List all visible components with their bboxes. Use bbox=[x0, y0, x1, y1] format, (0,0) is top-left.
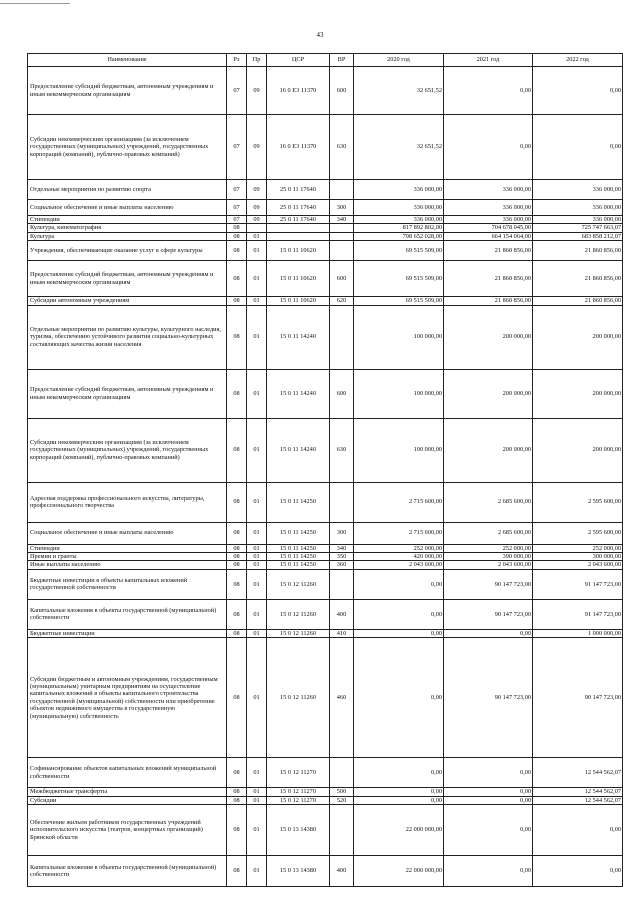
row-vr: 630 bbox=[330, 115, 354, 180]
row-2021: 21 860 856,00 bbox=[444, 241, 533, 261]
row-pr: 09 bbox=[247, 67, 267, 115]
row-vr: 300 bbox=[330, 522, 354, 544]
row-pr: 01 bbox=[247, 305, 267, 369]
row-pr: 01 bbox=[247, 856, 267, 887]
row-csr: 15 0 11 10620 bbox=[267, 241, 330, 261]
row-pr: 01 bbox=[247, 261, 267, 297]
header-2021: 2021 год bbox=[444, 54, 533, 67]
header-2022: 2022 год bbox=[533, 54, 623, 67]
row-2021: 2 685 600,00 bbox=[444, 522, 533, 544]
row-2021: 0,00 bbox=[444, 856, 533, 887]
row-2020: 0,00 bbox=[354, 629, 444, 637]
table-row bbox=[28, 796, 623, 804]
row-2022: 0,00 bbox=[533, 856, 623, 887]
row-pr: 01 bbox=[247, 758, 267, 788]
row-2022: 336 000,00 bbox=[533, 180, 623, 200]
row-rz: 08 bbox=[227, 569, 247, 599]
row-pr: 01 bbox=[247, 796, 267, 804]
row-pr: 01 bbox=[247, 629, 267, 637]
row-csr: 16 0 E3 11370 bbox=[267, 115, 330, 180]
row-2022: 1 000 000,00 bbox=[533, 629, 623, 637]
header-rz: Рз bbox=[227, 54, 247, 67]
row-name: Стипендии bbox=[28, 544, 227, 552]
row-name: Иные выплаты населению bbox=[28, 561, 227, 569]
row-name: Адресная поддержка профессионального искусства, литературы, профессионального творчества bbox=[28, 482, 227, 522]
row-rz: 07 bbox=[227, 200, 247, 216]
row-vr: 350 bbox=[330, 553, 354, 561]
table-row bbox=[28, 305, 623, 369]
row-rz: 08 bbox=[227, 561, 247, 569]
row-2021: 252 000,00 bbox=[444, 544, 533, 552]
row-2021: 336 000,00 bbox=[444, 216, 533, 224]
table-row bbox=[28, 418, 623, 482]
row-vr: 600 bbox=[330, 67, 354, 115]
row-name: Бюджетные инвестиции в объекты капитальных вложений государственной собственности bbox=[28, 569, 227, 599]
row-vr: 340 bbox=[330, 544, 354, 552]
row-2020: 100 000,00 bbox=[354, 418, 444, 482]
table-row bbox=[28, 369, 623, 418]
row-rz: 08 bbox=[227, 758, 247, 788]
row-vr bbox=[330, 482, 354, 522]
table-row bbox=[28, 67, 623, 115]
row-name: Учреждения, обеспечивающие оказание услуг в сфере культуры bbox=[28, 241, 227, 261]
row-pr bbox=[247, 224, 267, 232]
row-csr: 15 0 12 11270 bbox=[267, 796, 330, 804]
row-2020: 0,00 bbox=[354, 796, 444, 804]
row-vr: 410 bbox=[330, 629, 354, 637]
row-pr: 01 bbox=[247, 599, 267, 629]
row-rz: 08 bbox=[227, 522, 247, 544]
table-row bbox=[28, 553, 623, 561]
row-2022: 2 595 600,00 bbox=[533, 482, 623, 522]
row-pr: 09 bbox=[247, 216, 267, 224]
budget-table bbox=[27, 53, 623, 887]
table-row bbox=[28, 788, 623, 796]
row-2020: 32 651,52 bbox=[354, 67, 444, 115]
row-2020: 0,00 bbox=[354, 758, 444, 788]
row-2021: 90 147 723,00 bbox=[444, 599, 533, 629]
row-vr: 520 bbox=[330, 796, 354, 804]
row-2021: 90 147 723,00 bbox=[444, 569, 533, 599]
header-vr: ВР bbox=[330, 54, 354, 67]
row-2022: 21 860 856,00 bbox=[533, 241, 623, 261]
row-2020: 420 000,00 bbox=[354, 553, 444, 561]
row-pr: 09 bbox=[247, 200, 267, 216]
row-name: Субсидии некоммерческим организациям (за исключением государственных (муниципальных) учреждений, государственных корпораций (компаний), публично-правовых компаний) bbox=[28, 418, 227, 482]
row-rz: 08 bbox=[227, 599, 247, 629]
row-2020: 252 000,00 bbox=[354, 544, 444, 552]
row-name: Субсидии автономным учреждениям bbox=[28, 297, 227, 305]
row-csr: 15 0 12 11260 bbox=[267, 629, 330, 637]
table-row bbox=[28, 232, 623, 240]
row-rz: 08 bbox=[227, 261, 247, 297]
row-2022: 91 147 723,00 bbox=[533, 569, 623, 599]
row-pr: 01 bbox=[247, 232, 267, 240]
row-pr: 01 bbox=[247, 482, 267, 522]
row-csr: 15 0 11 14240 bbox=[267, 305, 330, 369]
row-2021: 664 154 064,00 bbox=[444, 232, 533, 240]
row-2022: 0,00 bbox=[533, 805, 623, 856]
row-csr: 15 0 11 10620 bbox=[267, 261, 330, 297]
row-name: Софинансирование объектов капитальных вложений муниципальной собственности bbox=[28, 758, 227, 788]
row-rz: 08 bbox=[227, 297, 247, 305]
row-2022: 300 000,00 bbox=[533, 553, 623, 561]
row-rz: 08 bbox=[227, 241, 247, 261]
table-row bbox=[28, 856, 623, 887]
row-2020: 22 000 000,00 bbox=[354, 805, 444, 856]
row-vr: 500 bbox=[330, 788, 354, 796]
row-vr bbox=[330, 224, 354, 232]
row-2022: 12 544 562,07 bbox=[533, 758, 623, 788]
row-csr: 15 0 11 14240 bbox=[267, 418, 330, 482]
row-2020: 0,00 bbox=[354, 788, 444, 796]
row-pr: 01 bbox=[247, 522, 267, 544]
row-pr: 01 bbox=[247, 418, 267, 482]
row-2022: 90 147 723,00 bbox=[533, 638, 623, 758]
row-2021: 336 000,00 bbox=[444, 180, 533, 200]
page-number: 43 bbox=[316, 31, 324, 39]
row-vr bbox=[330, 569, 354, 599]
row-2022: 12 544 562,07 bbox=[533, 796, 623, 804]
row-2021: 0,00 bbox=[444, 796, 533, 804]
row-2020: 32 651,52 bbox=[354, 115, 444, 180]
table-row bbox=[28, 522, 623, 544]
row-vr: 400 bbox=[330, 856, 354, 887]
row-2022: 200 000,00 bbox=[533, 305, 623, 369]
row-csr: 15 0 11 14250 bbox=[267, 522, 330, 544]
row-2021: 0,00 bbox=[444, 788, 533, 796]
row-name: Капитальные вложения в объекты государственной (муниципальной) собственности bbox=[28, 599, 227, 629]
row-2020: 100 000,00 bbox=[354, 305, 444, 369]
row-name: Субсидии бюджетным и автономным учреждениям, государственным (муниципальным) унитарным предприятиям на осуществление капитальных вложений в объекты капитального строительства государственной (муниципальной) собственности или приобретение объектов недвижимого имущества в государственную (муниципальную) собственность bbox=[28, 638, 227, 758]
row-2020: 336 000,00 bbox=[354, 216, 444, 224]
row-2021: 0,00 bbox=[444, 67, 533, 115]
row-2021: 2 043 600,00 bbox=[444, 561, 533, 569]
row-rz: 08 bbox=[227, 232, 247, 240]
row-vr: 360 bbox=[330, 561, 354, 569]
row-2021: 21 860 856,00 bbox=[444, 261, 533, 297]
row-2020: 2 043 600,00 bbox=[354, 561, 444, 569]
row-2022: 0,00 bbox=[533, 67, 623, 115]
row-name: Бюджетные инвестиции bbox=[28, 629, 227, 637]
table-row bbox=[28, 261, 623, 297]
header-csr: ЦСР bbox=[267, 54, 330, 67]
row-rz: 08 bbox=[227, 856, 247, 887]
row-pr: 09 bbox=[247, 115, 267, 180]
row-2020: 69 515 509,00 bbox=[354, 261, 444, 297]
row-2022: 0,00 bbox=[533, 115, 623, 180]
row-name: Межбюджетные трансферты bbox=[28, 788, 227, 796]
row-pr: 01 bbox=[247, 369, 267, 418]
row-csr: 15 0 12 11260 bbox=[267, 599, 330, 629]
row-2020: 100 000,00 bbox=[354, 369, 444, 418]
table-row bbox=[28, 180, 623, 200]
table-row bbox=[28, 599, 623, 629]
row-2021: 200 000,00 bbox=[444, 369, 533, 418]
table-row bbox=[28, 482, 623, 522]
row-name: Обеспечение жильем работников государственных учреждений исполнительского искусства (театров, концертных организаций) Брянской области bbox=[28, 805, 227, 856]
row-pr: 01 bbox=[247, 638, 267, 758]
row-rz: 08 bbox=[227, 418, 247, 482]
row-2022: 200 000,00 bbox=[533, 418, 623, 482]
row-2021: 0,00 bbox=[444, 805, 533, 856]
row-name: Отдельные мероприятия по развитию спорта bbox=[28, 180, 227, 200]
row-name: Социальное обеспечение и иные выплаты населению bbox=[28, 200, 227, 216]
table-row bbox=[28, 224, 623, 232]
row-name: Культура bbox=[28, 232, 227, 240]
row-csr: 15 0 11 14250 bbox=[267, 561, 330, 569]
row-2020: 817 892 802,00 bbox=[354, 224, 444, 232]
row-2020: 2 715 600,00 bbox=[354, 522, 444, 544]
row-name: Субсидии bbox=[28, 796, 227, 804]
row-pr: 01 bbox=[247, 569, 267, 599]
row-name: Субсидии некоммерческим организациям (за исключением государственных (муниципальных) учреждений, государственных корпораций (компаний), публично-правовых компаний) bbox=[28, 115, 227, 180]
row-2020: 336 000,00 bbox=[354, 200, 444, 216]
table-row bbox=[28, 241, 623, 261]
row-name: Социальное обеспечение и иные выплаты населению bbox=[28, 522, 227, 544]
row-2022: 91 147 723,00 bbox=[533, 599, 623, 629]
row-2022: 336 000,00 bbox=[533, 200, 623, 216]
row-pr: 01 bbox=[247, 788, 267, 796]
row-2020: 0,00 bbox=[354, 569, 444, 599]
row-2022: 336 000,00 bbox=[533, 216, 623, 224]
row-2021: 90 147 723,00 bbox=[444, 638, 533, 758]
row-rz: 07 bbox=[227, 216, 247, 224]
row-rz: 08 bbox=[227, 553, 247, 561]
row-rz: 08 bbox=[227, 544, 247, 552]
row-csr: 15 0 11 14250 bbox=[267, 544, 330, 552]
row-csr: 15 0 12 11270 bbox=[267, 788, 330, 796]
row-2022: 725 747 663,07 bbox=[533, 224, 623, 232]
row-name: Предоставление субсидий бюджетным, автономным учреждениям и иным некоммерческим организациям bbox=[28, 369, 227, 418]
table-row bbox=[28, 629, 623, 637]
row-2021: 336 000,00 bbox=[444, 200, 533, 216]
row-rz: 08 bbox=[227, 305, 247, 369]
header-pr: Пр bbox=[247, 54, 267, 67]
table-row bbox=[28, 297, 623, 305]
row-2021: 2 685 600,00 bbox=[444, 482, 533, 522]
row-2021: 0,00 bbox=[444, 758, 533, 788]
row-2022: 2 043 600,00 bbox=[533, 561, 623, 569]
row-vr bbox=[330, 805, 354, 856]
row-csr: 16 0 E3 11370 bbox=[267, 67, 330, 115]
row-csr: 15 0 11 10620 bbox=[267, 297, 330, 305]
row-2020: 69 515 509,00 bbox=[354, 297, 444, 305]
row-csr: 15 0 11 14250 bbox=[267, 553, 330, 561]
row-pr: 01 bbox=[247, 561, 267, 569]
row-csr: 15 0 11 14240 bbox=[267, 369, 330, 418]
row-csr bbox=[267, 232, 330, 240]
row-csr: 25 0 11 17640 bbox=[267, 200, 330, 216]
row-name: Отдельные мероприятия по развитию культуры, культурного наследия, туризма, обеспечению устойчивого развития социально-культурных составляющих качества жизни населения bbox=[28, 305, 227, 369]
top-rule bbox=[0, 3, 70, 4]
row-pr: 01 bbox=[247, 297, 267, 305]
row-2021: 200 000,00 bbox=[444, 305, 533, 369]
row-vr: 600 bbox=[330, 261, 354, 297]
row-pr: 01 bbox=[247, 553, 267, 561]
row-vr: 600 bbox=[330, 369, 354, 418]
row-2021: 21 860 856,00 bbox=[444, 297, 533, 305]
row-pr: 01 bbox=[247, 241, 267, 261]
header-2020: 2020 год bbox=[354, 54, 444, 67]
row-2021: 0,00 bbox=[444, 629, 533, 637]
table-row bbox=[28, 805, 623, 856]
row-csr: 15 0 12 11260 bbox=[267, 638, 330, 758]
table-row bbox=[28, 544, 623, 552]
row-pr: 01 bbox=[247, 805, 267, 856]
header-row bbox=[28, 54, 623, 67]
table-row bbox=[28, 561, 623, 569]
row-2021: 390 000,00 bbox=[444, 553, 533, 561]
row-csr bbox=[267, 224, 330, 232]
row-vr: 460 bbox=[330, 638, 354, 758]
row-vr bbox=[330, 232, 354, 240]
table-row bbox=[28, 200, 623, 216]
row-pr: 01 bbox=[247, 544, 267, 552]
row-2021: 704 678 045,00 bbox=[444, 224, 533, 232]
row-vr bbox=[330, 241, 354, 261]
row-2020: 69 515 509,00 bbox=[354, 241, 444, 261]
row-csr: 15 0 12 11260 bbox=[267, 569, 330, 599]
row-pr: 09 bbox=[247, 180, 267, 200]
row-2020: 798 652 028,00 bbox=[354, 232, 444, 240]
row-2020: 2 715 600,00 bbox=[354, 482, 444, 522]
row-name: Стипендии bbox=[28, 216, 227, 224]
row-2021: 0,00 bbox=[444, 115, 533, 180]
row-2022: 252 000,00 bbox=[533, 544, 623, 552]
row-rz: 08 bbox=[227, 224, 247, 232]
row-name: Премии и гранты bbox=[28, 553, 227, 561]
row-vr: 340 bbox=[330, 216, 354, 224]
row-vr bbox=[330, 758, 354, 788]
row-rz: 08 bbox=[227, 482, 247, 522]
row-2022: 683 858 212,07 bbox=[533, 232, 623, 240]
table-row bbox=[28, 216, 623, 224]
row-name: Культура, кинематография bbox=[28, 224, 227, 232]
row-rz: 07 bbox=[227, 180, 247, 200]
row-vr: 300 bbox=[330, 200, 354, 216]
row-rz: 08 bbox=[227, 788, 247, 796]
row-csr: 15 0 13 14380 bbox=[267, 805, 330, 856]
row-vr: 400 bbox=[330, 599, 354, 629]
table-row bbox=[28, 758, 623, 788]
row-vr: 630 bbox=[330, 418, 354, 482]
row-rz: 07 bbox=[227, 67, 247, 115]
row-name: Капитальные вложения в объекты государственной (муниципальной) собственности bbox=[28, 856, 227, 887]
row-2022: 200 000,00 bbox=[533, 369, 623, 418]
row-csr: 15 0 11 14250 bbox=[267, 482, 330, 522]
row-rz: 08 bbox=[227, 796, 247, 804]
table-row bbox=[28, 638, 623, 758]
row-2021: 200 000,00 bbox=[444, 418, 533, 482]
row-rz: 08 bbox=[227, 369, 247, 418]
row-rz: 08 bbox=[227, 805, 247, 856]
header-name: Наименование bbox=[28, 54, 227, 67]
row-vr bbox=[330, 305, 354, 369]
row-vr bbox=[330, 180, 354, 200]
table-row bbox=[28, 569, 623, 599]
row-csr: 25 0 11 17640 bbox=[267, 180, 330, 200]
row-csr: 25 0 11 17640 bbox=[267, 216, 330, 224]
row-2020: 336 000,00 bbox=[354, 180, 444, 200]
row-2020: 22 000 000,00 bbox=[354, 856, 444, 887]
row-name: Предоставление субсидий бюджетным, автономным учреждениям и иным некоммерческим организациям bbox=[28, 261, 227, 297]
row-csr: 15 0 12 11270 bbox=[267, 758, 330, 788]
row-2022: 21 860 856,00 bbox=[533, 261, 623, 297]
table-row bbox=[28, 115, 623, 180]
row-2022: 2 595 600,00 bbox=[533, 522, 623, 544]
row-vr: 620 bbox=[330, 297, 354, 305]
row-2022: 21 860 856,00 bbox=[533, 297, 623, 305]
row-rz: 07 bbox=[227, 115, 247, 180]
row-rz: 08 bbox=[227, 638, 247, 758]
row-2020: 0,00 bbox=[354, 638, 444, 758]
row-rz: 08 bbox=[227, 629, 247, 637]
row-name: Предоставление субсидий бюджетным, автономным учреждениям и иным некоммерческим организациям bbox=[28, 67, 227, 115]
row-csr: 15 0 13 14380 bbox=[267, 856, 330, 887]
row-2022: 12 544 562,07 bbox=[533, 788, 623, 796]
row-2020: 0,00 bbox=[354, 599, 444, 629]
